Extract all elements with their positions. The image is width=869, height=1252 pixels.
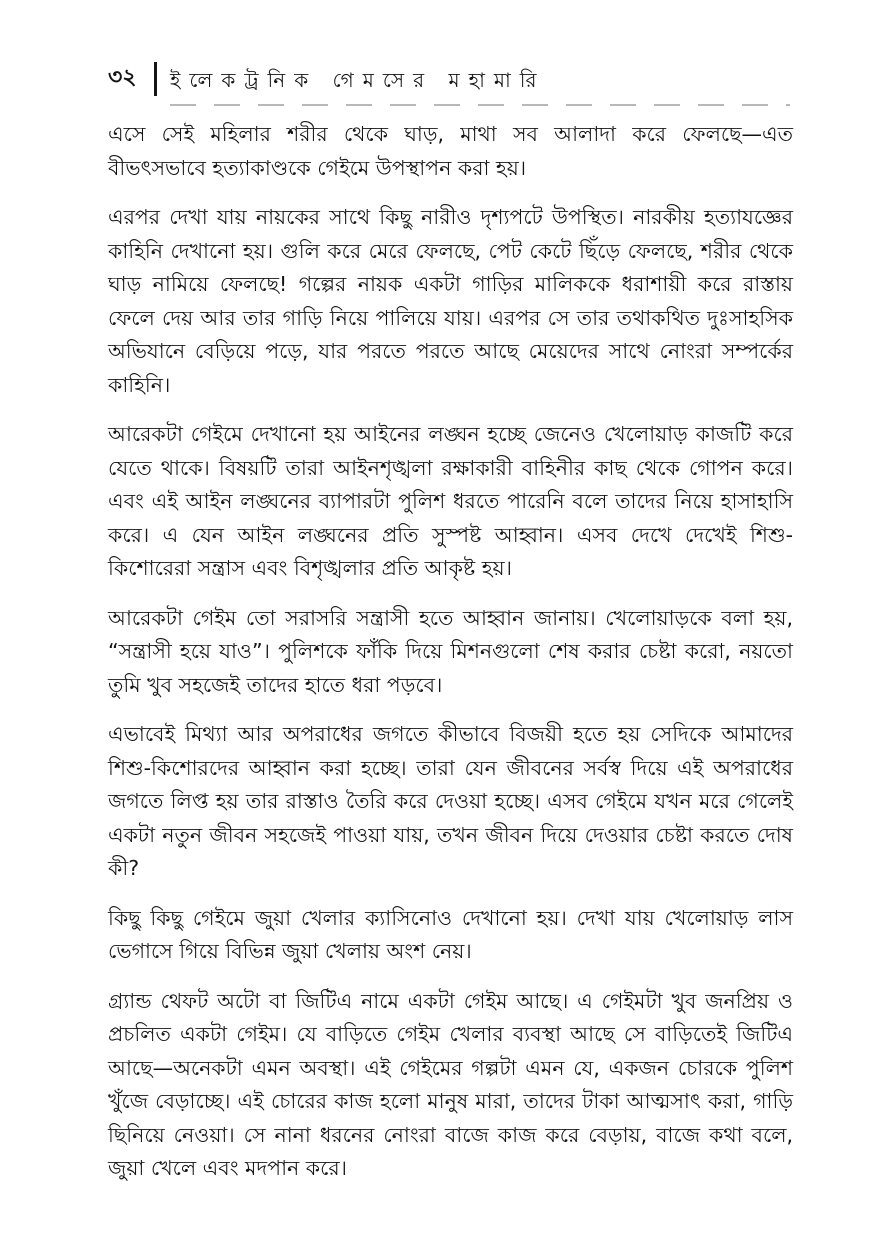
header-rule <box>170 104 790 106</box>
paragraph: গ্র্যান্ড থেফট অটো বা জিটিএ নামে একটা গেইম আছে। এ গেইমটা খুব জনপ্রিয় ও প্রচলিত একটা গেইম। যে বাড়িতে গেইম খেলার ব্যবস্থা আছে সে বাড়িতেই জিটিএ আছে—অনেকটা এমন অবস্থা। এই গেইমের গল্পটা এমন যে, একজন চোরকে পুলিশ খুঁজে বেড়াচ্ছে। এই চোরের কাজ হলো মানুষ মারা, তাদের টাকা আত্মসাৎ করা, গাড়ি ছিনিয়ে নেওয়া। সে নানা ধরনের নোংরা বাজে কাজ করে বেড়ায়, বাজে কথা বলে, জুয়া খেলে এবং মদপান করে। <box>108 988 793 1180</box>
paragraph: আরেকটা গেইম তো সরাসরি সন্ত্রাসী হতে আহ্বান জানায়। খেলোয়াড়কে বলা হয়, “সন্ত্রাসী হয়ে যাও”। পুলিশকে ফাঁকি দিয়ে মিশনগুলো শেষ করার চেষ্টা করো, নয়তো তুমি খুব সহজেই তাদের হাতে ধরা পড়বে। <box>108 605 793 697</box>
paragraph: আরেকটা গেইমে দেখানো হয় আইনের লঙ্ঘন হচ্ছে জেনেও খেলোয়াড় কাজটি করে যেতে থাকে। বিষয়টি তারা আইনশৃঙ্খলা রক্ষাকারী বাহিনীর কাছ থেকে গোপন করে। এবং এই আইন লঙ্ঘনের ব্যাপারটা পুলিশ ধরতে পারেনি বলে তাদের নিয়ে হাসাহাসি করে। এ যেন আইন লঙ্ঘনের প্রতি সুস্পষ্ট আহ্বান। এসব দেখে দেখেই শিশু-কিশোরেরা সন্ত্রাস এবং বিশৃঙ্খলার প্রতি আকৃষ্ট হয়। <box>108 422 793 580</box>
header-divider <box>154 62 157 96</box>
body-text <box>108 118 793 1186</box>
page-header <box>108 0 793 118</box>
running-title: ইলেকট্রনিক গেমসের মহামারি <box>170 68 546 92</box>
paragraph: এসে সেই মহিলার শরীর থেকে ঘাড়, মাথা সব আলাদা করে ফেলছে—এত বীভৎসভাবে হত্যাকাণ্ডকে গেইমে উপস্থাপন করা হয়। <box>108 122 793 180</box>
paragraph: কিছু কিছু গেইমে জুয়া খেলার ক্যাসিনোও দেখানো হয়। দেখা যায় খেলোয়াড় লাস ভেগাসে গিয়ে বিভিন্ন জুয়া খেলায় অংশ নেয়। <box>108 905 793 963</box>
paragraph: এভাবেই মিথ্যা আর অপরাধের জগতে কীভাবে বিজয়ী হতে হয় সেদিকে আমাদের শিশু-কিশোরদের আহ্বান করা হচ্ছে। তারা যেন জীবনের সর্বস্ব দিয়ে এই অপরাধের জগতে লিপ্ত হয় তার রাস্তাও তৈরি করে দেওয়া হচ্ছে। এসব গেইমে যখন মরে গেলেই একটা নতুন জীবন সহজেই পাওয়া যায়, তখন জীবন দিয়ে দেওয়ার চেষ্টা করতে দোষ কী? <box>108 722 793 880</box>
paragraph: এরপর দেখা যায় নায়কের সাথে কিছু নারীও দৃশ্যপটে উপস্থিত। নারকীয় হত্যাযজ্ঞের কাহিনি দেখানো হয়। গুলি করে মেরে ফেলছে, পেট কেটে ছিঁড়ে ফেলছে, শরীর থেকে ঘাড় নামিয়ে ফেলছে! গল্পের নায়ক একটা গাড়ির মালিককে ধরাশায়ী করে রাস্তায় ফেলে দেয় আর তার গাড়ি নিয়ে পালিয়ে যায়। এরপর সে তার তথাকথিত দুঃসাহসিক অভিযানে বেড়িয়ে পড়ে, যার পরতে পরতে আছে মেয়েদের সাথে নোংরা সম্পর্কের কাহিনি। <box>108 205 793 397</box>
page-number: ৩২ <box>108 65 137 90</box>
